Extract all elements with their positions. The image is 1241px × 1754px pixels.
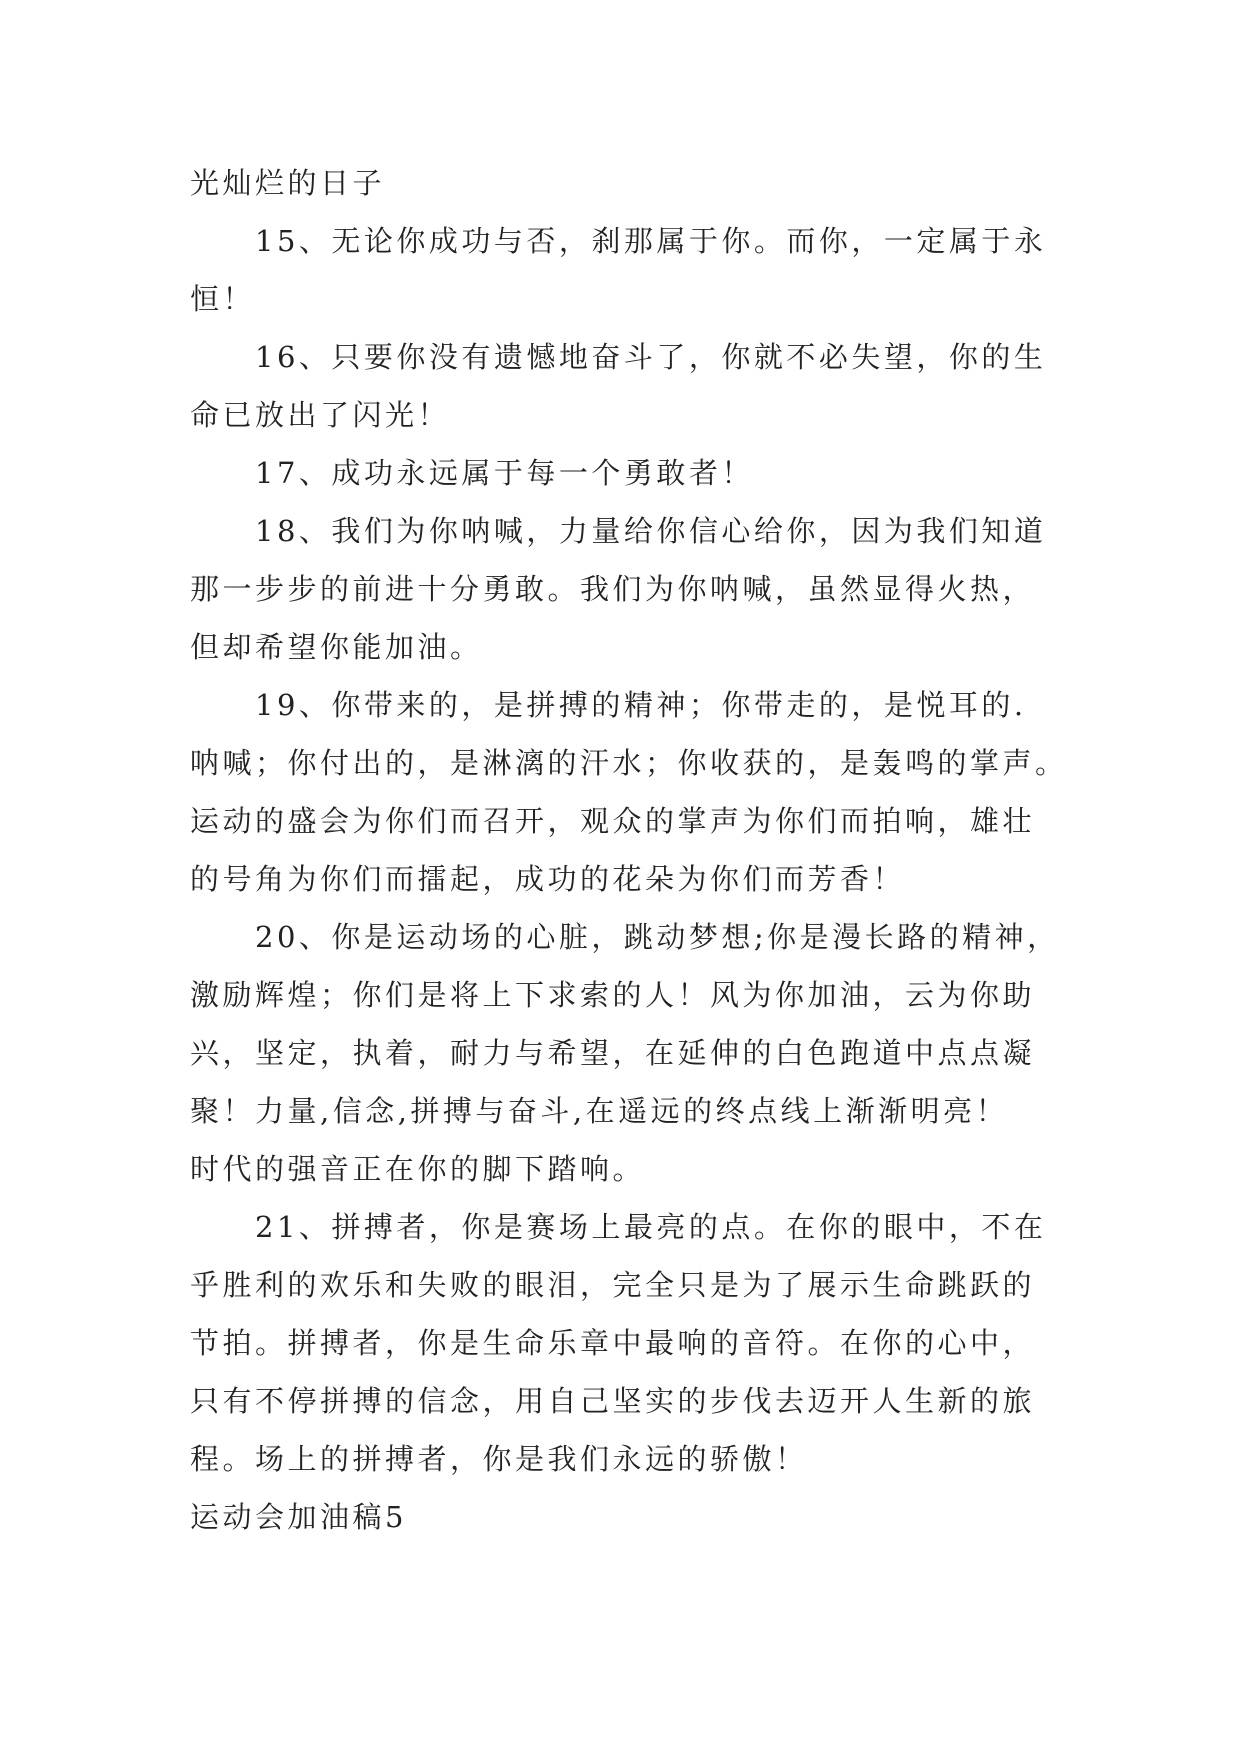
paragraph-21 (190, 1198, 1090, 1488)
paragraph-18 (190, 502, 1090, 676)
paragraph-line: 16、只要你没有遗憾地奋斗了，你就不必失望，你的生 (255, 340, 1047, 374)
paragraph-line: 时代的强音正在你的脚下踏响。 (190, 1152, 646, 1186)
paragraph-line: 节拍。拼搏者，你是生命乐章中最响的音符。在你的心中， (190, 1326, 1036, 1360)
section-title: 运动会加油稿5 (190, 1500, 407, 1534)
paragraph-line: 20、你是运动场的心脏，跳动梦想;你是漫长路的精神， (255, 920, 1060, 954)
paragraph-line: 18、我们为你呐喊，力量给你信心给你，因为我们知道 (255, 514, 1047, 548)
paragraph-line: 只有不停拼搏的信念，用自己坚实的步伐去迈开人生新的旅 (190, 1384, 1036, 1418)
paragraph-line: 运动的盛会为你们而召开，观众的掌声为你们而拍响，雄壮 (190, 804, 1036, 838)
paragraph-line: 15、无论你成功与否，刹那属于你。而你，一定属于永 (255, 224, 1047, 258)
paragraph-17 (190, 444, 1090, 502)
paragraph-15 (190, 212, 1090, 328)
paragraph-20 (190, 908, 1090, 1198)
paragraph-line: 乎胜利的欢乐和失败的眼泪，完全只是为了展示生命跳跃的 (190, 1268, 1036, 1302)
paragraph-line: 程。场上的拼搏者，你是我们永远的骄傲！ (190, 1442, 808, 1476)
paragraph-line: 那一步步的前进十分勇敢。我们为你呐喊，虽然显得火热， (190, 572, 1036, 606)
paragraph-line: 19、你带来的，是拼搏的精神；你带走的，是悦耳的. (255, 688, 1027, 722)
paragraph-line: 激励辉煌；你们是将上下求索的人！风为你加油，云为你助 (190, 978, 1036, 1012)
continued-text-line: 光灿烂的日子 (190, 166, 386, 200)
paragraph-line: 聚！力量,信念,拼搏与奋斗,在遥远的终点线上渐渐明亮！ (190, 1094, 1009, 1128)
paragraph-19 (190, 676, 1090, 908)
paragraph-line: 命已放出了闪光！ (190, 398, 451, 432)
paragraph-line: 但却希望你能加油。 (190, 630, 483, 664)
paragraph-line: 17、成功永远属于每一个勇敢者！ (255, 456, 754, 490)
paragraph-line: 兴，坚定，执着，耐力与希望，在延伸的白色跑道中点点凝 (190, 1036, 1036, 1070)
document-body (190, 154, 1090, 1546)
paragraph-line: 的号角为你们而擂起，成功的花朵为你们而芳香！ (190, 862, 906, 896)
paragraph-line: 21、拼搏者，你是赛场上最亮的点。在你的眼中，不在 (255, 1210, 1047, 1244)
paragraph-line: 恒！ (190, 282, 256, 316)
paragraph-16 (190, 328, 1090, 444)
paragraph-line: 呐喊；你付出的，是淋漓的汗水；你收获的，是轰鸣的掌声。 (190, 746, 1068, 780)
